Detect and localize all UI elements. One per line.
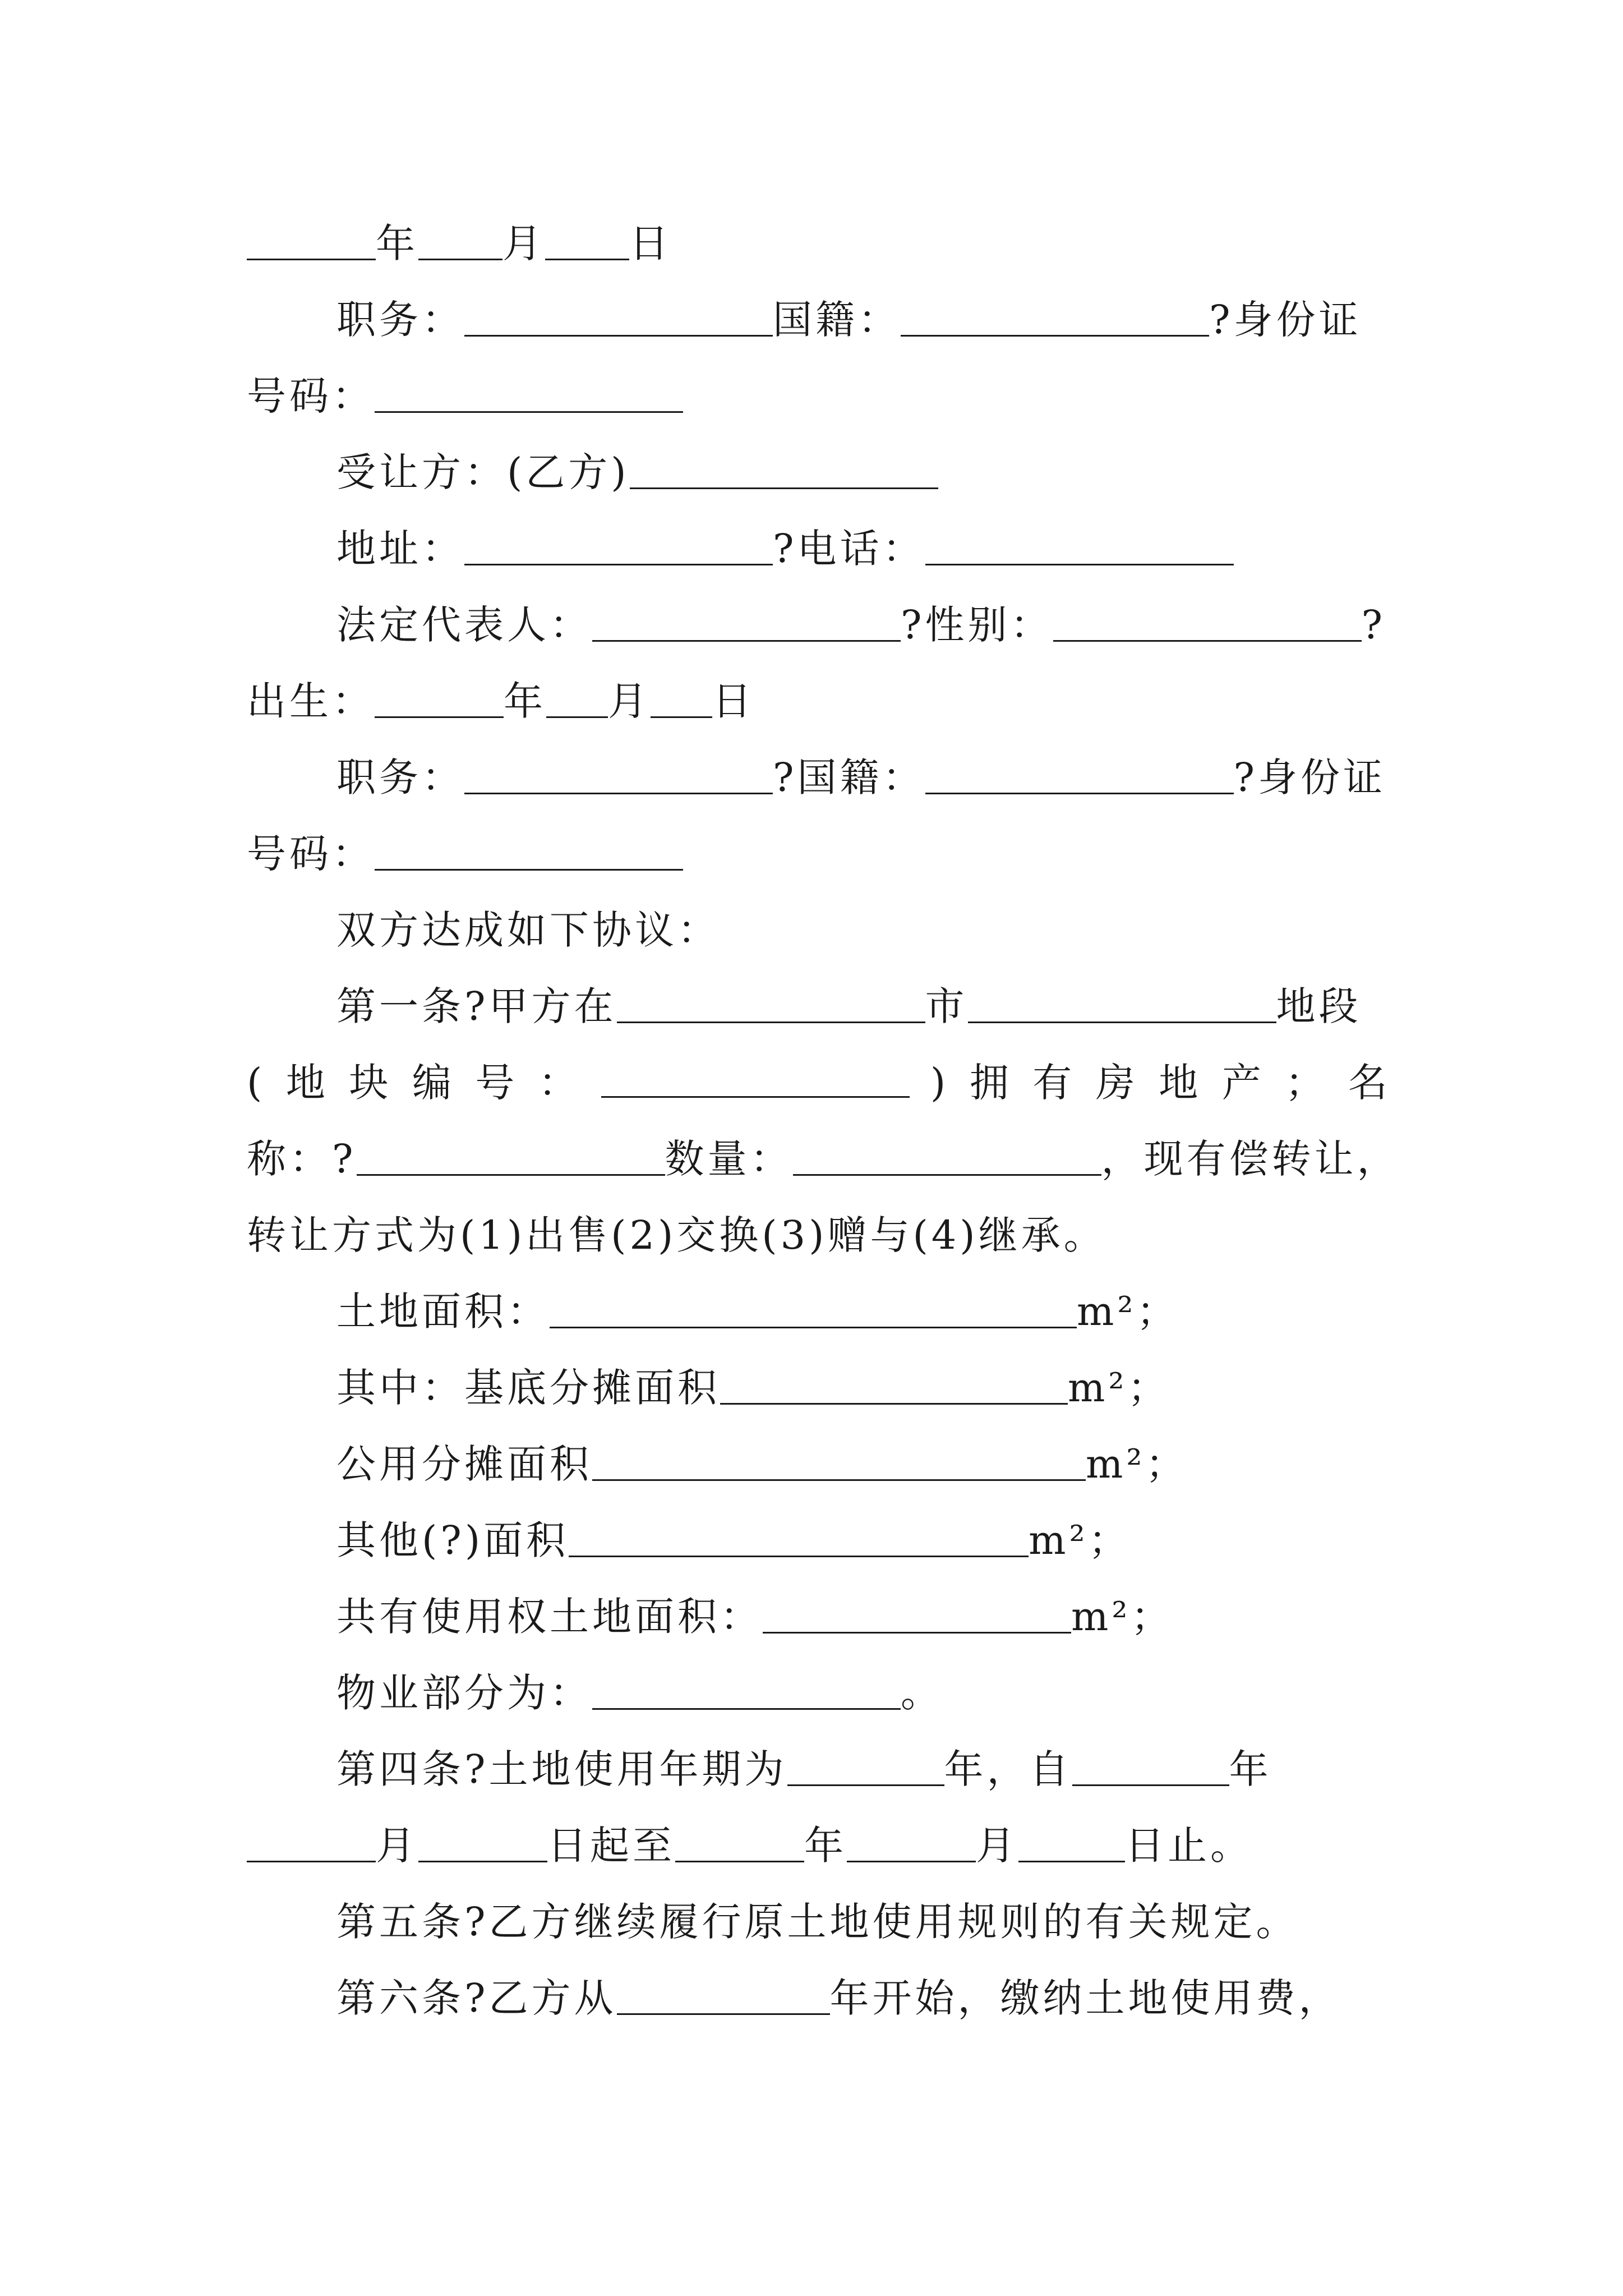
article-6-line-1 — [336, 1971, 1341, 2025]
birth-month-blank[interactable] — [546, 676, 608, 718]
unit-sqm: m²； — [1071, 1594, 1174, 1640]
transferee-line — [336, 445, 938, 499]
base-area-line — [336, 1361, 1170, 1415]
article-6-lead: 第六条?乙方从 — [336, 1975, 617, 2021]
label-id-2: ?身份证 — [1233, 754, 1386, 800]
label-base-area: 其中：基底分摊面积 — [336, 1365, 720, 1411]
base-area-blank[interactable] — [720, 1363, 1068, 1405]
label-position: 职务： — [336, 297, 464, 343]
label-id: ?身份证 — [1209, 297, 1362, 343]
article-5 — [336, 1895, 1299, 1949]
label-year: 年 — [1229, 1746, 1272, 1792]
shared-area-line — [336, 1590, 1173, 1644]
unit-sqm: m²； — [1077, 1289, 1179, 1335]
label-position-2: 职务： — [336, 754, 464, 800]
gender-blank[interactable] — [1053, 600, 1362, 642]
article-4-line-1 — [336, 1742, 1272, 1796]
start-year-blank[interactable] — [1072, 1744, 1229, 1786]
label-name: 称：? — [247, 1136, 357, 1182]
article-1-line-2 — [247, 1056, 1391, 1110]
birth-line — [247, 674, 755, 728]
char: 号 — [475, 1060, 518, 1106]
char: 编 — [412, 1060, 455, 1106]
end-day-blank[interactable] — [1018, 1820, 1125, 1862]
other-area-line — [336, 1513, 1131, 1567]
day-blank[interactable] — [545, 218, 629, 260]
article-4-line-2 — [247, 1819, 1253, 1872]
period: 。 — [901, 1670, 943, 1716]
property-part-line — [336, 1666, 943, 1720]
article-1-lead: 第一条?甲方在 — [336, 983, 617, 1029]
land-area-line — [336, 1285, 1179, 1338]
transferee-blank[interactable] — [630, 447, 938, 489]
label-month: 月 — [976, 1823, 1018, 1869]
label-nationality-2: ?国籍： — [773, 754, 925, 800]
char: 有 — [1032, 1060, 1076, 1106]
label-district: 地段 — [1276, 983, 1362, 1029]
label-transferee: 受让方：(乙方) — [336, 449, 630, 495]
position-blank-2[interactable] — [464, 752, 773, 794]
char: ； — [1285, 1060, 1328, 1106]
birth-day-blank[interactable] — [651, 676, 712, 718]
month-blank[interactable] — [418, 218, 502, 260]
char: 拥 — [969, 1060, 1012, 1106]
address-blank[interactable] — [464, 523, 773, 565]
label-city: 市 — [925, 983, 968, 1029]
birth-year-blank[interactable] — [375, 676, 504, 718]
label-day-end: 日止。 — [1125, 1823, 1253, 1869]
public-area-line — [336, 1437, 1188, 1491]
label-legal-rep: 法定代表人： — [336, 602, 592, 648]
shared-area-blank[interactable] — [763, 1591, 1071, 1634]
address-line — [336, 522, 1234, 576]
char: 产 — [1221, 1060, 1265, 1106]
label-year: 年 — [804, 1823, 847, 1869]
label-year: 年 — [376, 220, 418, 266]
unit-sqm: m²； — [1029, 1517, 1131, 1563]
article-4-lead: 第四条?土地使用年期为 — [336, 1746, 787, 1792]
name-blank[interactable] — [357, 1134, 665, 1176]
id-number-blank[interactable] — [375, 371, 683, 413]
fee-start-year-blank[interactable] — [617, 1973, 830, 2015]
label-public-area: 公用分摊面积 — [336, 1441, 592, 1487]
plot-number-blank[interactable] — [601, 1056, 910, 1098]
label-id-number-2: 号码： — [247, 831, 375, 877]
other-area-blank[interactable] — [569, 1515, 1029, 1557]
label-birth-day: 日 — [712, 678, 755, 724]
char: ： — [538, 1060, 581, 1106]
char: 地 — [1159, 1060, 1202, 1106]
end-year-blank[interactable] — [675, 1820, 804, 1862]
district-blank[interactable] — [968, 981, 1276, 1023]
quantity-blank[interactable] — [793, 1134, 1101, 1176]
char: 块 — [349, 1060, 392, 1106]
legal-rep-line — [336, 598, 1386, 652]
label-question: ? — [1361, 602, 1386, 648]
label-property-part: 物业部分为： — [336, 1670, 592, 1716]
legal-rep-blank[interactable] — [592, 600, 901, 642]
label-years-from: 年，自 — [944, 1746, 1072, 1792]
char: 地 — [285, 1060, 329, 1106]
label-shared-area: 共有使用权土地面积： — [336, 1594, 763, 1640]
label-day: 日 — [629, 220, 672, 266]
article-5-text: 第五条?乙方继续履行原土地使用规则的有关规定。 — [336, 1899, 1299, 1945]
label-land-area: 土地面积： — [336, 1289, 550, 1335]
label-nationality: 国籍： — [773, 297, 901, 343]
char: 名 — [1348, 1060, 1391, 1106]
label-birth-month: 月 — [608, 678, 651, 724]
article-1-line-3 — [247, 1132, 1400, 1186]
char: 房 — [1095, 1060, 1138, 1106]
city-blank[interactable] — [617, 981, 925, 1023]
agreement-intro-text: 双方达成如下协议： — [336, 907, 720, 953]
label-address: 地址： — [336, 526, 464, 572]
label-other-area: 其他(?)面积 — [336, 1517, 569, 1563]
label-gender: ?性别： — [901, 602, 1053, 648]
start-day-blank[interactable] — [418, 1820, 547, 1862]
year-blank[interactable] — [247, 218, 376, 260]
transferor-position-line — [336, 293, 1362, 347]
label-day-to: 日起至 — [547, 1823, 675, 1869]
char: ) — [930, 1060, 949, 1106]
transfer-method-text: 转让方式为(1)出售(2)交换(3)赠与(4)继承。 — [247, 1212, 1106, 1258]
land-area-blank[interactable] — [550, 1286, 1077, 1328]
date-line — [247, 217, 672, 270]
char: ( — [247, 1060, 266, 1106]
transferee-id-line — [247, 827, 683, 881]
property-part-blank[interactable] — [592, 1668, 901, 1710]
label-birth: 出生： — [247, 678, 375, 724]
label-id-number: 号码： — [247, 373, 375, 419]
transfer-method-line — [247, 1208, 1106, 1262]
label-month: 月 — [502, 220, 545, 266]
label-birth-year: 年 — [504, 678, 546, 724]
transferor-id-line — [247, 369, 683, 423]
label-quantity: 数量： — [665, 1136, 793, 1182]
article-1-line-1 — [336, 979, 1362, 1033]
term-years-blank[interactable] — [787, 1744, 944, 1786]
nationality-blank-2[interactable] — [925, 752, 1234, 794]
agreement-intro — [336, 903, 720, 957]
label-phone: ?电话： — [773, 526, 925, 572]
end-month-blank[interactable] — [847, 1820, 976, 1862]
position-blank[interactable] — [464, 295, 773, 337]
transferee-position-line — [336, 751, 1386, 804]
transfer-text: ，现有偿转让， — [1101, 1136, 1400, 1182]
nationality-blank[interactable] — [901, 295, 1209, 337]
phone-blank[interactable] — [925, 523, 1234, 565]
label-month: 月 — [376, 1823, 418, 1869]
start-month-blank[interactable] — [247, 1820, 376, 1862]
id-number-blank-2[interactable] — [375, 829, 683, 871]
unit-sqm: m²； — [1068, 1365, 1170, 1411]
article-6-text: 年开始，缴纳土地使用费， — [829, 1975, 1341, 2021]
unit-sqm: m²； — [1086, 1441, 1188, 1487]
public-area-blank[interactable] — [592, 1439, 1086, 1481]
